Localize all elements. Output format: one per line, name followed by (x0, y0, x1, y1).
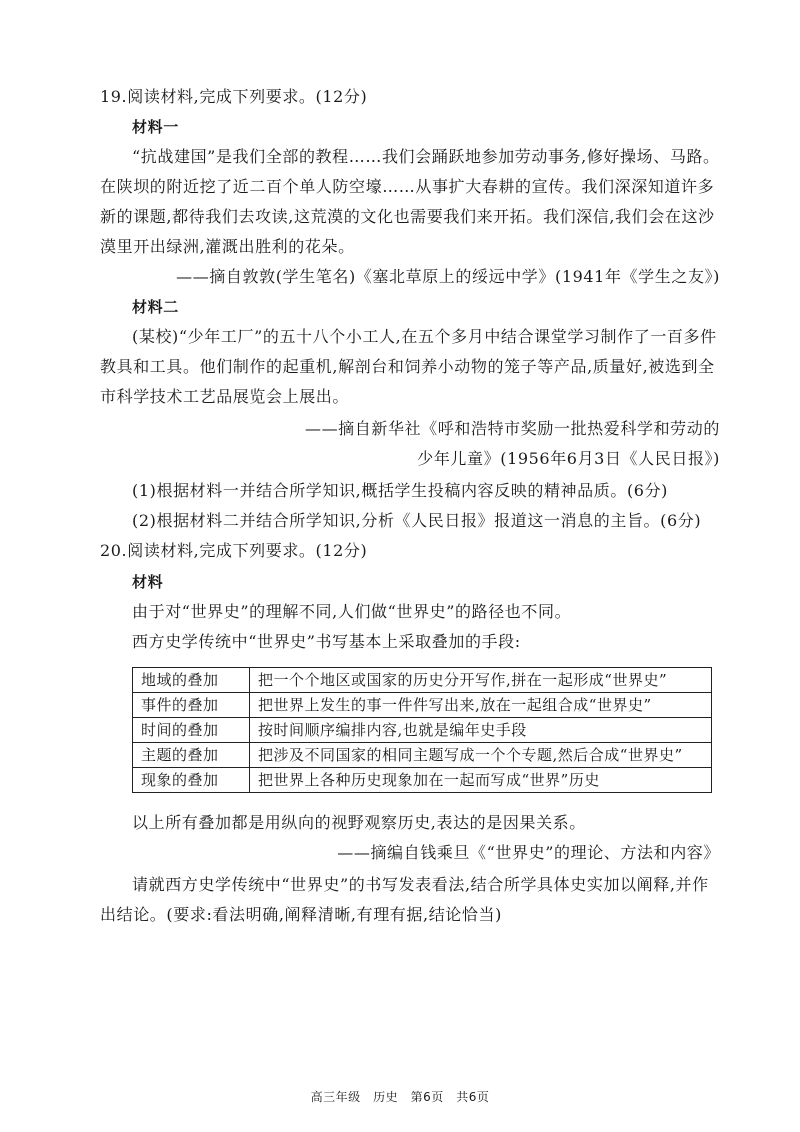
q19-task-1: (1)根据材料一并结合所学知识,概括学生投稿内容反映的精神品质。(6分) (132, 481, 669, 500)
q19-material-2-line: 教具和工具。他们制作的起重机,解剖台和饲养小动物的笼子等产品,质量好,被选到全 (100, 357, 715, 376)
q19-header: 19.阅读材料,完成下列要求。(12分) (100, 87, 368, 106)
q19-material-1-line: 新的课题,都待我们去攻读,这荒漠的文化也需要我们来开拓。我们深信,我们会在这沙 (100, 207, 715, 226)
q20-material-label: 材料 (132, 573, 164, 591)
q19-material-1-source: ——摘自敦敦(学生笔名)《塞北草原上的绥远中学》(1941年《学生之友》) (176, 267, 720, 286)
table-row (133, 668, 712, 693)
q19-material-1-line: 漠里开出绿洲,灌溉出胜利的花朵。 (100, 237, 355, 256)
layer-desc-cell: 按时间顺序编排内容,也就是编年史手段 (250, 718, 712, 743)
layer-desc-cell: 把世界上各种历史现象加在一起而写成“世界”历史 (250, 768, 712, 793)
q20-prompt-line: 请就西方史学传统中“世界史”的书写发表看法,结合所学具体史实加以阐释,并作 (132, 875, 709, 894)
layer-desc-cell: 把世界上发生的事一件件写出来,放在一起组合成“世界史” (250, 693, 712, 718)
table-row (133, 718, 712, 743)
q20-prompt-line: 出结论。(要求:看法明确,阐释清晰,有理有据,结论恰当) (100, 905, 502, 924)
layer-type-cell: 主题的叠加 (133, 743, 250, 768)
q20-source: ——摘编自钱乘旦《“世界史”的理论、方法和内容》 (337, 843, 720, 862)
q19-material-2-line: 市科学技术工艺品展览会上展出。 (100, 387, 350, 406)
q19-material-1-line: 在陕坝的附近挖了近二百个单人防空壕……从事扩大春耕的宣传。我们深深知道许多 (100, 177, 715, 196)
q19-material-1-line: “抗战建国”是我们全部的教程……我们会踊跃地参加劳动事务,修好操场、马路。 (132, 147, 720, 166)
superposition-table (132, 667, 712, 793)
table-row (133, 693, 712, 718)
q20-header: 20.阅读材料,完成下列要求。(12分) (100, 541, 368, 560)
layer-desc-cell: 把涉及不同国家的相同主题写成一个个专题,然后合成“世界史” (250, 743, 712, 768)
q19-material-2-source: 少年儿童》(1956年6月3日《人民日报》) (417, 449, 720, 468)
q19-material-2-line: (某校)“少年工厂”的五十八个小工人,在五个多月中结合课堂学习制作了一百多件 (132, 327, 717, 346)
page-footer: 高三年级 历史 第6页 共6页 (310, 1090, 490, 1104)
q19-material-2-source: ——摘自新华社《呼和浩特市奖励一批热爱科学和劳动的 (304, 419, 720, 438)
layer-type-cell: 地域的叠加 (133, 668, 250, 693)
table-row (133, 743, 712, 768)
q19-task-2: (2)根据材料二并结合所学知识,分析《人民日报》报道这一消息的主旨。(6分) (132, 511, 702, 530)
q19-material-1-label: 材料一 (132, 118, 179, 136)
q19-material-2-label: 材料二 (132, 298, 179, 316)
layer-desc-cell: 把一个个地区或国家的历史分开写作,拼在一起形成“世界史” (250, 668, 712, 693)
table-row (133, 768, 712, 793)
layer-type-cell: 时间的叠加 (133, 718, 250, 743)
layer-type-cell: 事件的叠加 (133, 693, 250, 718)
q20-intro-line: 西方史学传统中“世界史”书写基本上采取叠加的手段: (132, 632, 521, 651)
q20-summary: 以上所有叠加都是用纵向的视野观察历史,表达的是因果关系。 (132, 813, 586, 832)
layer-type-cell: 现象的叠加 (133, 768, 250, 793)
q20-intro-line: 由于对“世界史”的理解不同,人们做“世界史”的路径也不同。 (132, 602, 572, 621)
